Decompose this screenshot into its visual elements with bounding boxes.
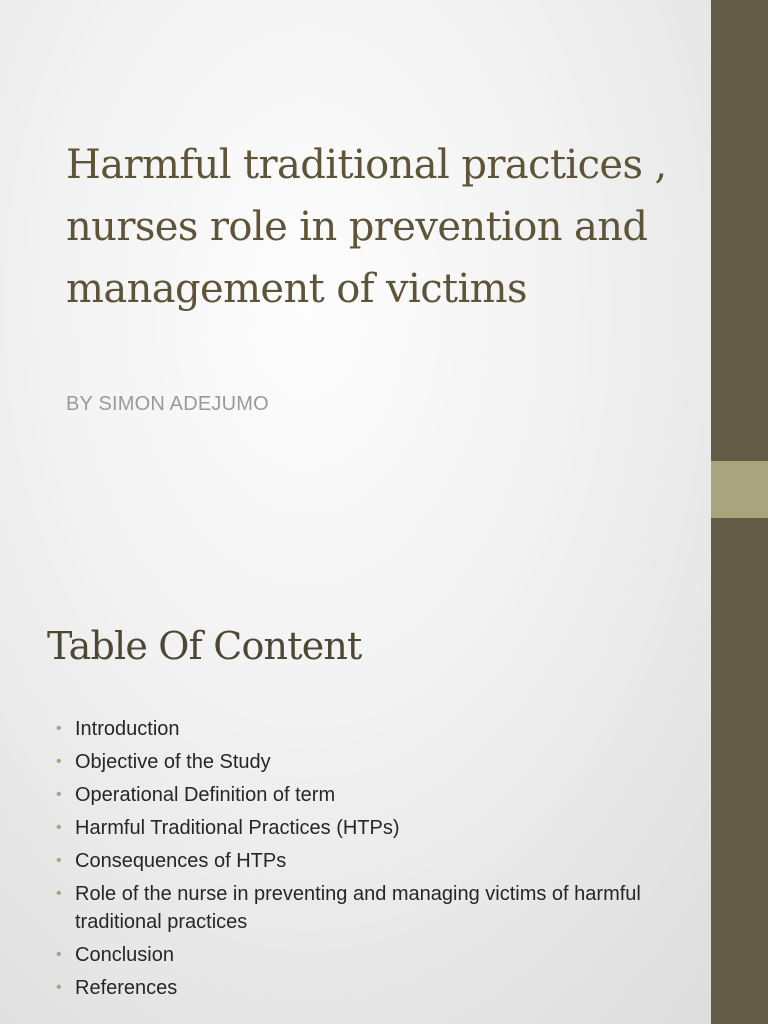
- toc-item-references: [56, 974, 676, 1002]
- bullet-icon: •: [56, 946, 62, 963]
- toc-item-label: Operational Definition of term: [75, 784, 336, 806]
- toc-item-label: References: [75, 977, 178, 999]
- bullet-icon: •: [56, 819, 62, 836]
- bullet-icon: •: [56, 979, 62, 996]
- bullet-icon: •: [56, 720, 62, 737]
- toc-heading: Table Of Content: [47, 624, 362, 668]
- slide-subtitle: BY SIMON ADEJUMO: [66, 393, 269, 415]
- toc-item-label: Harmful Traditional Practices (HTPs): [75, 817, 400, 839]
- toc-item-htps: [56, 814, 676, 842]
- toc-item-nurse-role: [56, 880, 676, 936]
- bullet-icon: •: [56, 786, 62, 803]
- toc-item-label: Consequences of HTPs: [75, 850, 287, 872]
- toc-item-definition: [56, 781, 676, 809]
- toc-item-objective: [56, 748, 676, 776]
- toc-item-label: Objective of the Study: [75, 751, 271, 773]
- decorative-sidebar-accent: [711, 461, 768, 518]
- title-slide: [0, 0, 711, 512]
- toc-item-label: Introduction: [75, 718, 180, 740]
- toc-list: [56, 715, 676, 1007]
- toc-item-consequences: [56, 847, 676, 875]
- table-of-content-slide: [0, 512, 711, 1024]
- toc-item-label: Role of the nurse in preventing and managing victims of harmful traditional practices: [75, 883, 641, 933]
- bullet-icon: •: [56, 753, 62, 770]
- slide-title: Harmful traditional practices , nurses role in prevention and management of victims: [66, 142, 667, 312]
- bullet-icon: •: [56, 885, 62, 902]
- toc-item-conclusion: [56, 941, 676, 969]
- toc-item-label: Conclusion: [75, 944, 174, 966]
- bullet-icon: •: [56, 852, 62, 869]
- toc-item-introduction: [56, 715, 676, 743]
